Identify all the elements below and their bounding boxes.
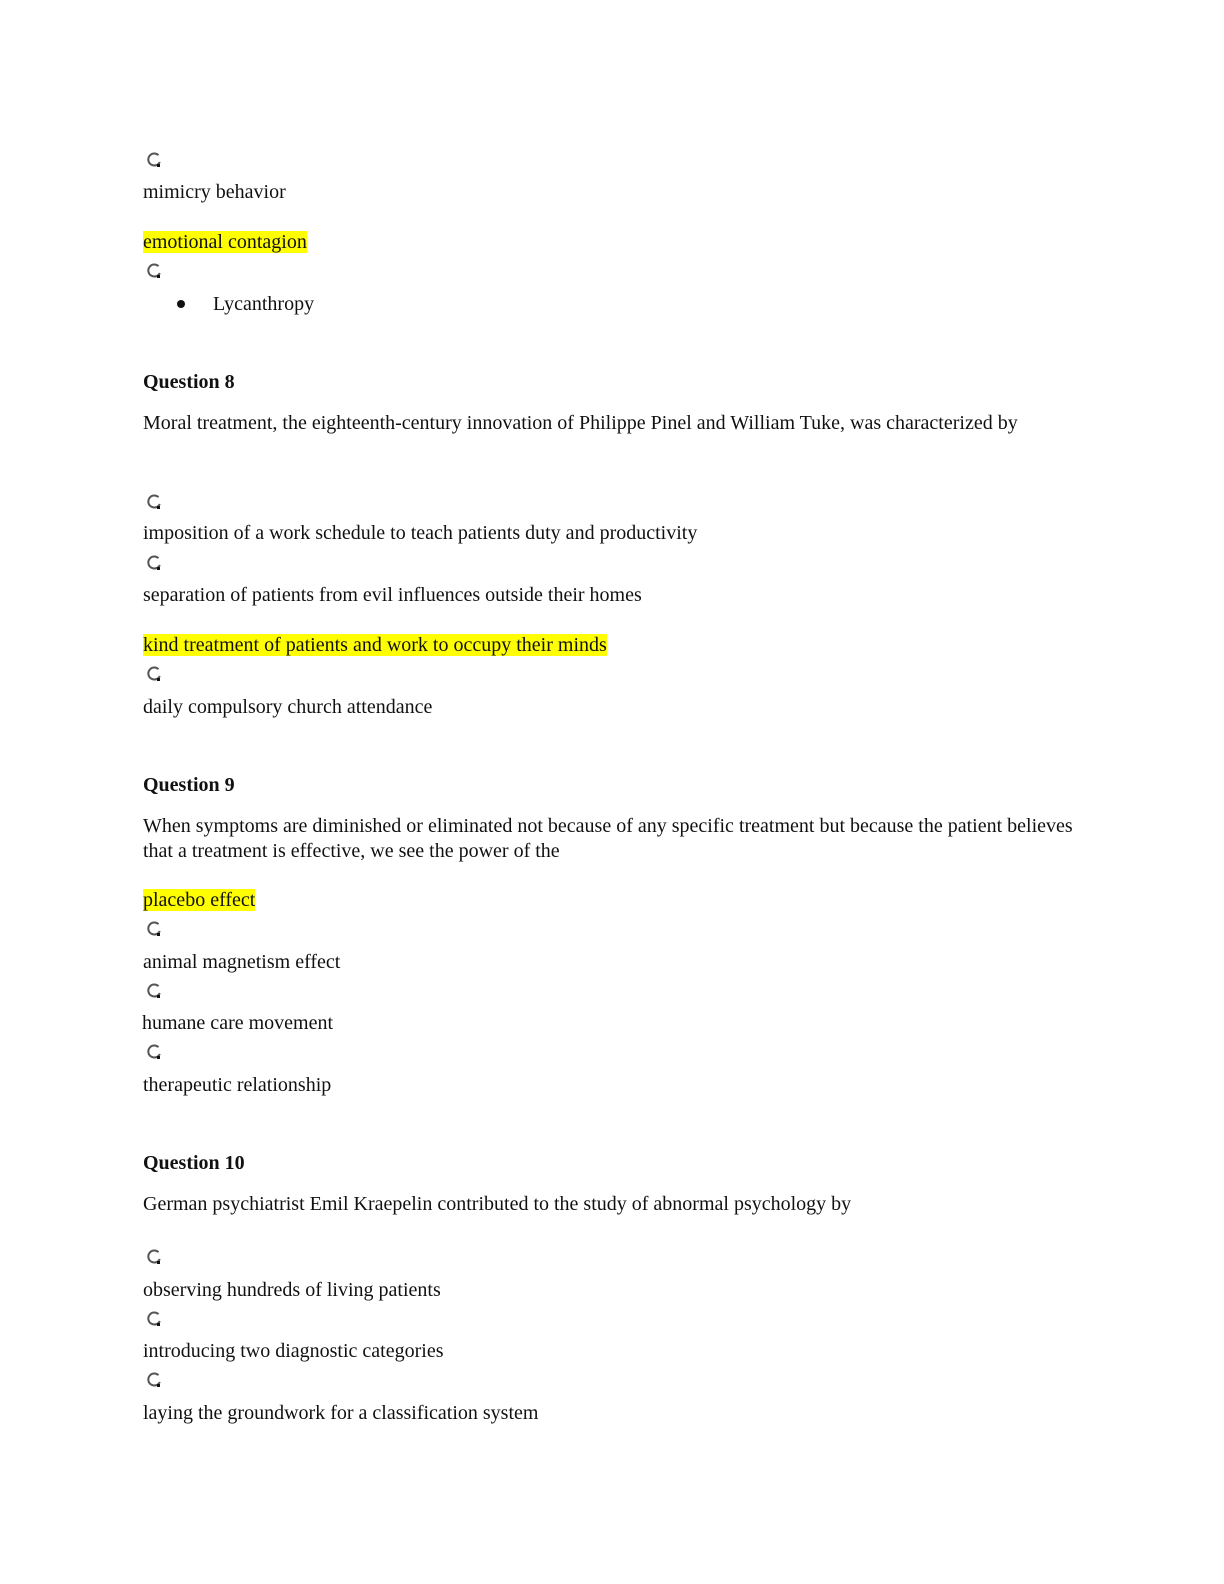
question-10-heading: Question 10 <box>143 1152 245 1174</box>
option-mimicry-behavior: mimicry behavior <box>143 181 286 203</box>
q8-option-1: imposition of a work schedule to teach patients duty and productivity <box>143 522 698 544</box>
radio-icon[interactable] <box>146 982 163 999</box>
q8-selected-answer <box>143 633 607 658</box>
radio-icon[interactable] <box>146 493 163 510</box>
q9-option-3: humane care movement <box>142 1012 334 1034</box>
radio-icon[interactable] <box>146 920 163 937</box>
radio-icon[interactable] <box>146 665 163 682</box>
bullet-icon <box>177 300 185 308</box>
question-8-prompt: Moral treatment, the eighteenth-century innovation of Philippe Pinel and William Tuke, was characterized by <box>143 412 1018 434</box>
radio-icon[interactable] <box>146 1043 163 1060</box>
q9-option-4: therapeutic relationship <box>143 1074 332 1096</box>
question-9-prompt: When symptoms are diminished or eliminated not because of any specific treatment but because the patient believes that a treatment is effective, we see the power of the <box>143 815 1073 862</box>
q9-option-2: animal magnetism effect <box>143 951 341 973</box>
bullet-option-lycanthropy: Lycanthropy <box>213 293 315 315</box>
q9-selected-answer <box>143 888 255 913</box>
question-9-heading: Question 9 <box>143 774 235 796</box>
radio-icon[interactable] <box>146 151 163 168</box>
answer-highlight: kind treatment of patients and work to occupy their minds <box>143 634 607 656</box>
radio-icon[interactable] <box>146 554 163 571</box>
q8-option-2: separation of patients from evil influences outside their homes <box>143 584 642 606</box>
q10-option-3: laying the groundwork for a classification system <box>143 1402 539 1424</box>
q10-option-1: observing hundreds of living patients <box>143 1279 441 1301</box>
q8-option-4: daily compulsory church attendance <box>143 696 433 718</box>
radio-icon[interactable] <box>146 1371 163 1388</box>
selected-answer <box>143 230 307 255</box>
answer-highlight: placebo effect <box>143 889 256 911</box>
answer-highlight: emotional contagion <box>143 231 307 253</box>
radio-icon[interactable] <box>146 1248 163 1265</box>
question-10-prompt: German psychiatrist Emil Kraepelin contributed to the study of abnormal psychology by <box>143 1193 852 1215</box>
radio-icon[interactable] <box>146 262 163 279</box>
radio-icon[interactable] <box>146 1310 163 1327</box>
question-8-heading: Question 8 <box>143 371 235 393</box>
q10-option-2: introducing two diagnostic categories <box>143 1340 444 1362</box>
